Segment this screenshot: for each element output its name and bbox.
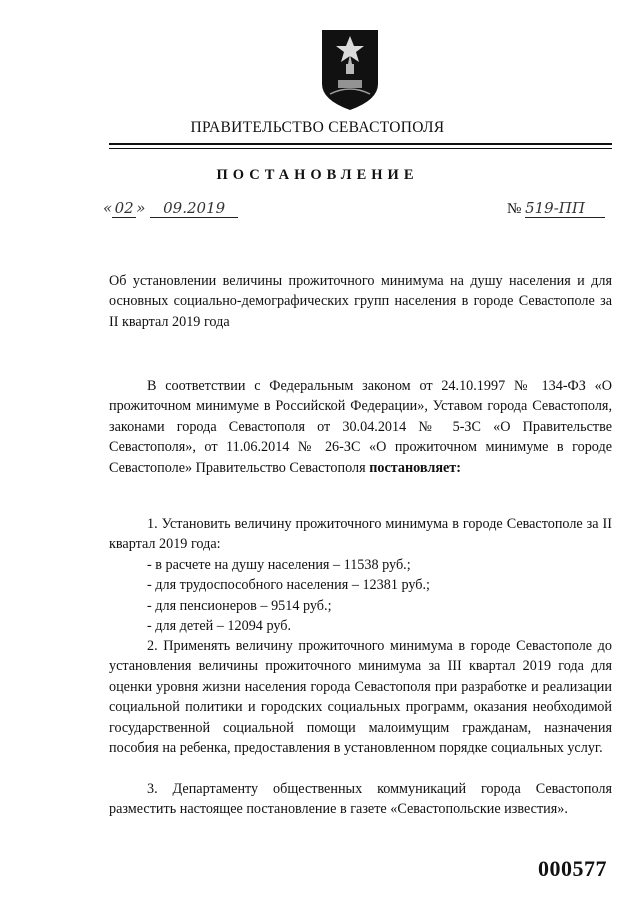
document-type: ПОСТАНОВЛЕНИЕ [216, 167, 419, 183]
date-month-year: 09.2019 [150, 199, 238, 218]
organization-name: ПРАВИТЕЛЬСТВО СЕВАСТОПОЛЯ [190, 119, 445, 136]
coat-of-arms-emblem [318, 24, 382, 112]
list-item-working-age: - для трудоспособного населения – 12381 руб.; [147, 577, 430, 593]
header-rule [109, 143, 612, 145]
clause-3: 3. Департаменту общественных коммуникаций города Севастополя разместить настоящее постановление в газете «Севастопольские известия». [109, 781, 612, 818]
date-day: 02 [112, 199, 136, 218]
clause-1: 1. Установить величину прожиточного минимума в городе Севастополе за II квартал 2019 года: [109, 516, 612, 553]
header-rule-thin [109, 148, 612, 149]
document-date [103, 199, 238, 218]
list-item-children: - для детей – 12094 руб. [147, 618, 292, 634]
preamble-text: В соответствии с Федеральным законом от 24.10.1997 № 134-ФЗ «О прожиточном минимуме в Российской Федерации», Уставом города Севастополя, законами города Севастополя от 30.04.2014 № 5-ЗС «О Правительстве Севастополя», от 11.06.2014 № 26-ЗС «О прожиточном минимуме в городе Севастополе» Правительство Севастополя [109, 378, 612, 476]
document-number [507, 199, 605, 218]
number-label: № [507, 201, 522, 217]
resolution-title: Об установлении величины прожиточного минимума на душу населения и для основных социально-демографических групп населения в городе Севастополе за II квартал 2019 года [109, 273, 612, 330]
list-item-pensioners: - для пенсионеров – 9514 руб.; [147, 598, 332, 614]
list-item-per-capita: - в расчете на душу населения – 11538 руб.; [147, 557, 411, 573]
clause-2: 2. Применять величину прожиточного минимума в городе Севастополе до установления величины прожиточного минимума за III квартал 2019 года для оценки уровня жизни населения города Севастополя при разработке и реализации социальной политики и городских социальных программ, оказания необходимой государственной социальной помощи малоимущим гражданам, назначения пособия на ребенка, предоставления в установленном порядке социальных услуг. [109, 638, 612, 757]
serial-number: 000577 [538, 856, 607, 881]
preamble-decision-word: постановляет [369, 459, 457, 476]
date-quote-close: » [136, 199, 146, 217]
date-quote-open: « [103, 199, 113, 217]
preamble-colon: : [456, 459, 462, 476]
number-value: 519-ПП [525, 199, 605, 218]
preamble-paragraph [109, 376, 612, 478]
